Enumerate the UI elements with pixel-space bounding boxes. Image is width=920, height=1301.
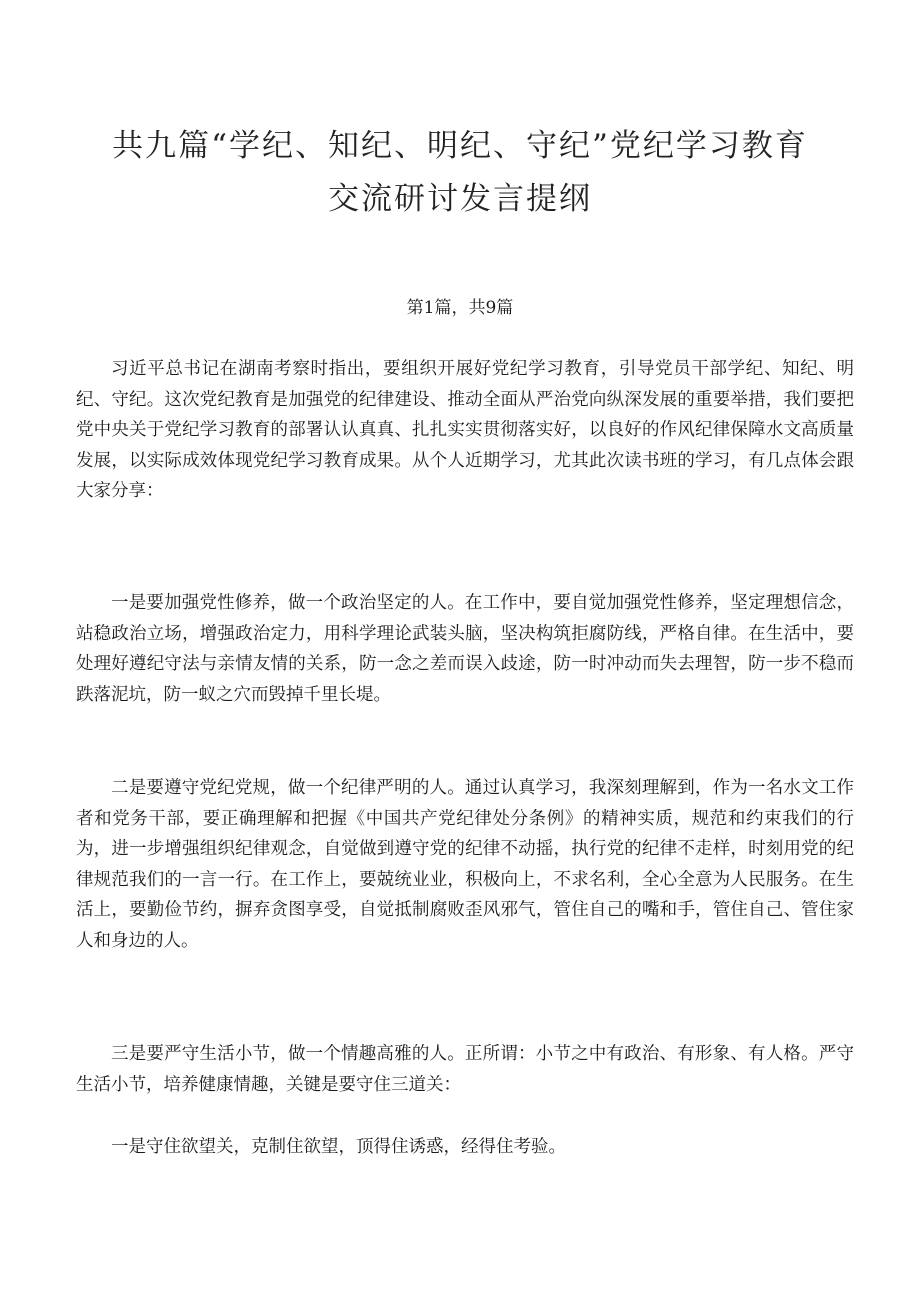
- part-label: 第1篇，共9篇: [406, 298, 514, 318]
- title-line-2: 交流研讨发言提纲: [328, 181, 592, 217]
- paragraph-sub-point-one: 一是守住欲望关，克制住欲望，顶得住诱惑，经得住考验。: [111, 1137, 566, 1157]
- title-line-1: 共九篇“学纪、知纪、明纪、守纪”党纪学习教育: [112, 128, 808, 164]
- paragraph-intro: 习近平总书记在湖南考察时指出，要组织开展好党纪学习教育，引导党员干部学纪、知纪、明纪、守纪。这次党纪教育是加强党的纪律建设、推动全面从严治党向纵深发展的重要举措，我们要把党中央关于党纪学习教育的部署认认真真、扎扎实实贯彻落实好，以良好的作风纪律保障水文高质量发展，以实际成效体现党纪学习教育成果。从个人近期学习，尤其此次读书班的学习，有几点体会跟大家分享：: [76, 359, 854, 501]
- paragraph-point-one: 一是要加强党性修养，做一个政治坚定的人。在工作中，要自觉加强党性修养，坚定理想信念，站稳政治立场，增强政治定力，用科学理论武装头脑，坚决构筑拒腐防线，严格自律。在生活中，要处理好遵纪守法与亲情友情的关系，防一念之差而误入歧途，防一时冲动而失去理智，防一步不稳而跌落泥坑，防一蚁之穴而毁掉千里长堤。: [76, 593, 854, 705]
- paragraph-point-two: 二是要遵守党纪党规，做一个纪律严明的人。通过认真学习，我深刻理解到，作为一名水文工作者和党务干部，要正确理解和把握《中国共产党纪律处分条例》的精神实质，规范和约束我们的行为，进一步增强组织纪律观念，自觉做到遵守党的纪律不动摇，执行党的纪律不走样，时刻用党的纪律规范我们的一言一行。在工作上，要兢统业业，积极向上，不求名利，全心全意为人民服务。在生活上，要勤俭节约，摒弃贪图享受，自觉抵制腐败歪风邪气，管住自己的嘴和手，管住自己、管住家人和身边的人。: [76, 778, 854, 951]
- paragraph-point-three: 三是要严守生活小节，做一个情趣高雅的人。正所谓：小节之中有政治、有形象、有人格。严守生活小节，培养健康情趣，关键是要守住三道关：: [76, 1044, 854, 1095]
- document-title: [60, 120, 860, 226]
